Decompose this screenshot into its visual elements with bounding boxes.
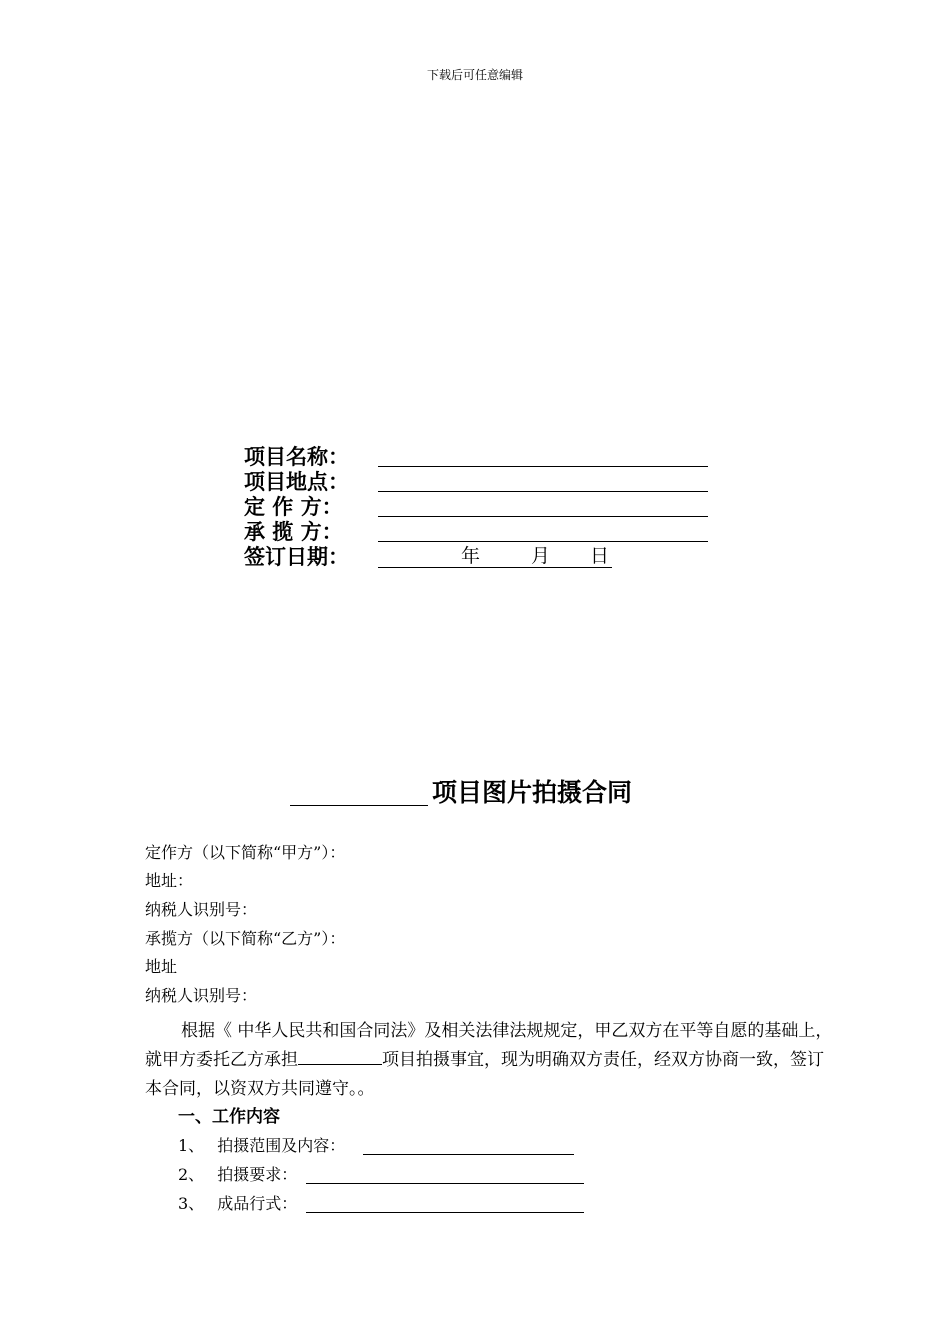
project-location-blank[interactable]	[378, 491, 708, 492]
work-item-2	[178, 1164, 297, 1186]
project-name-blank[interactable]	[378, 466, 708, 467]
party-b-line: 承揽方（以下简称“乙方”）：	[145, 929, 346, 948]
work-item-3	[178, 1193, 297, 1215]
section-heading-work-content: 一、工作内容	[178, 1107, 280, 1127]
intro-text-part1: 根据《 中华人民共和国合同法》及相关法律法规规定，甲乙双方在平等自愿的基础上，就甲方委托乙方承担	[145, 1021, 833, 1070]
party-b-address: 地址	[145, 957, 178, 976]
sign-date-blank[interactable]	[378, 544, 612, 568]
cover-label-sign-date: 签订日期：	[244, 545, 349, 569]
intro-text-part2: 项目拍摄事宜，现为明确双方责任，经双方协商一致，签订本合同，以资双方共同遵守。。	[145, 1050, 824, 1099]
work-item-label: 成品行式：	[217, 1194, 298, 1213]
orderer-blank[interactable]	[378, 516, 708, 517]
work-item-number: 2、	[178, 1165, 205, 1184]
party-a-tax-id: 纳税人识别号：	[145, 900, 258, 919]
cover-label-orderer: 定 作 方：	[244, 495, 343, 519]
shooting-requirements-blank[interactable]	[306, 1183, 584, 1184]
work-item-label: 拍摄范围及内容：	[217, 1136, 346, 1155]
date-month-label: 月	[531, 545, 551, 567]
party-b-tax-id: 纳税人识别号：	[145, 986, 258, 1005]
cover-label-project-name: 项目名称：	[244, 445, 349, 469]
work-item-number: 1、	[178, 1136, 205, 1155]
intro-paragraph	[145, 1017, 835, 1104]
work-item-1	[178, 1135, 345, 1157]
party-a-address: 地址：	[145, 871, 194, 890]
date-day-label: 日	[590, 545, 610, 567]
contractor-blank[interactable]	[378, 541, 708, 542]
shooting-scope-blank[interactable]	[363, 1154, 574, 1155]
contract-title: 项目图片拍摄合同	[432, 778, 633, 807]
intro-project-blank[interactable]	[298, 1047, 382, 1065]
title-project-blank[interactable]	[290, 805, 428, 806]
date-year-label: 年	[461, 545, 481, 567]
page-header-note: 下载后可任意编辑	[426, 68, 523, 82]
work-item-label: 拍摄要求：	[217, 1165, 298, 1184]
cover-label-contractor: 承 揽 方：	[244, 520, 343, 544]
work-item-number: 3、	[178, 1194, 205, 1213]
cover-label-project-location: 项目地点：	[244, 470, 349, 494]
deliverable-format-blank[interactable]	[306, 1212, 584, 1213]
party-a-line: 定作方（以下简称“甲方”）：	[145, 843, 346, 862]
